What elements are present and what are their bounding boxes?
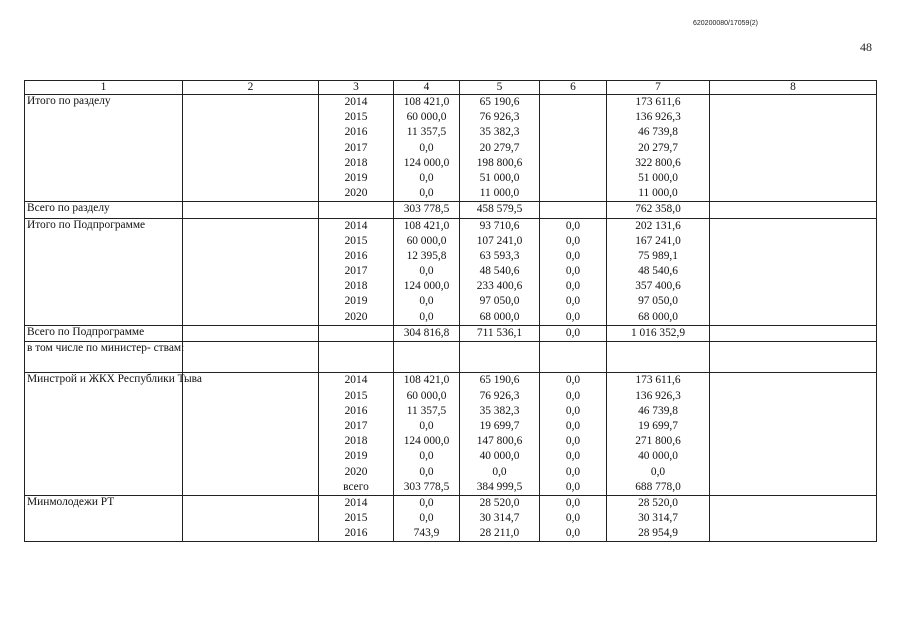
- value-line: 2019: [344, 171, 368, 184]
- value-line: 0,0: [565, 295, 581, 308]
- value-line: [396, 357, 457, 372]
- value-line: 0,0: [565, 450, 581, 463]
- value-line: 11 000,0: [638, 187, 678, 200]
- value-line: 0,0: [565, 389, 581, 402]
- column-2-cell: [183, 495, 319, 542]
- section-label: Итого по разделу: [25, 95, 183, 202]
- col7-cell: [607, 325, 710, 341]
- value-line: 198 800,6: [476, 156, 523, 169]
- value-line: 51 000,0: [479, 171, 520, 184]
- value-line: [542, 95, 604, 110]
- value-line: 11 357,5: [406, 404, 447, 417]
- column-2-cell: [183, 325, 319, 341]
- value-line: 322 800,6: [635, 156, 681, 169]
- col5-cell: [460, 325, 540, 341]
- value-line: 136 926,3: [635, 111, 681, 124]
- col7-cell: [607, 495, 710, 542]
- value-line: 60 000,0: [406, 111, 447, 124]
- value-line: 0,0: [419, 141, 434, 154]
- value-line: 108 421,0: [403, 219, 450, 232]
- value-line: 97 050,0: [638, 295, 678, 308]
- value-line: 0,0: [419, 295, 434, 308]
- value-line: 108 421,0: [403, 374, 450, 387]
- value-line: 30 314,7: [638, 512, 678, 525]
- value-line: 711 536,1: [476, 326, 523, 339]
- value-line: [542, 125, 604, 140]
- value-line: [462, 357, 537, 372]
- year-cell: [319, 218, 394, 325]
- value-line: 0,0: [565, 496, 581, 509]
- value-line: 2019: [344, 450, 368, 463]
- column-2-cell: [183, 342, 319, 373]
- value-line: 0,0: [419, 310, 434, 323]
- section-row: [25, 202, 877, 218]
- value-line: 762 358,0: [635, 203, 681, 216]
- value-line: 0,0: [565, 265, 581, 278]
- value-line: 2015: [344, 234, 368, 247]
- value-line: 384 999,5: [476, 480, 523, 493]
- value-line: 2018: [344, 280, 368, 293]
- column-8-cell: [710, 325, 877, 341]
- value-line: 0,0: [565, 435, 581, 448]
- section-row: [25, 95, 877, 202]
- col7-cell: [607, 218, 710, 325]
- col4-cell: [394, 342, 460, 373]
- value-line: 0,0: [565, 249, 581, 262]
- value-line: 743,9: [413, 527, 440, 540]
- value-line: 40 000,0: [479, 450, 520, 463]
- value-line: 65 190,6: [479, 96, 520, 108]
- budget-table: [24, 80, 877, 542]
- value-line: 97 050,0: [479, 295, 520, 308]
- value-line: 20 279,7: [638, 141, 678, 154]
- col4-cell: [394, 495, 460, 542]
- value-line: 0,0: [565, 310, 581, 323]
- value-line: 0,0: [565, 480, 581, 493]
- value-line: 40 000,0: [638, 450, 678, 463]
- value-line: 65 190,6: [479, 374, 520, 387]
- section-row: [25, 342, 877, 373]
- value-line: 124 000,0: [403, 435, 450, 448]
- value-line: 0,0: [419, 419, 434, 432]
- value-line: 2014: [344, 374, 368, 387]
- value-line: 0,0: [565, 326, 581, 339]
- value-line: 2016: [344, 527, 368, 540]
- col7-cell: [607, 202, 710, 218]
- value-line: 202 131,6: [635, 219, 681, 232]
- value-line: 0,0: [419, 187, 434, 200]
- value-line: 136 926,3: [635, 389, 681, 402]
- value-line: 2019: [344, 295, 368, 308]
- value-line: 0,0: [565, 234, 581, 247]
- value-line: [321, 326, 391, 341]
- value-line: 48 540,6: [638, 265, 678, 278]
- column-8-cell: [710, 495, 877, 542]
- column-header-1: 1: [25, 81, 183, 95]
- section-row: [25, 325, 877, 341]
- value-line: 2017: [344, 419, 368, 432]
- section-row: [25, 373, 877, 496]
- col5-cell: [460, 202, 540, 218]
- year-cell: [319, 373, 394, 496]
- column-2-cell: [183, 202, 319, 218]
- section-row: [25, 495, 877, 542]
- value-line: 0,0: [565, 374, 581, 387]
- value-line: 11 357,5: [406, 126, 447, 139]
- value-line: 107 241,0: [476, 234, 523, 247]
- value-line: 173 611,6: [635, 96, 681, 108]
- value-line: 303 778,5: [403, 480, 450, 493]
- column-8-cell: [710, 342, 877, 373]
- col6-cell: [540, 373, 607, 496]
- value-line: 30 314,7: [479, 512, 520, 525]
- value-line: 60 000,0: [406, 234, 447, 247]
- value-line: [462, 342, 537, 357]
- value-line: 0,0: [565, 219, 581, 232]
- column-8-cell: [710, 95, 877, 202]
- value-line: 2018: [344, 435, 368, 448]
- value-line: 19 699,7: [638, 419, 678, 432]
- col4-cell: [394, 218, 460, 325]
- value-line: 76 926,3: [479, 111, 520, 124]
- value-line: 2020: [344, 465, 368, 478]
- value-line: [542, 342, 604, 357]
- value-line: 0,0: [565, 404, 581, 417]
- value-line: [609, 357, 707, 372]
- value-line: 0,0: [419, 265, 434, 278]
- value-line: 0,0: [492, 465, 507, 478]
- value-line: [542, 171, 604, 186]
- value-line: 0,0: [419, 450, 434, 463]
- value-line: 2017: [344, 265, 368, 278]
- document-code: 620200080/17059(2): [693, 20, 759, 27]
- col4-cell: [394, 325, 460, 341]
- value-line: 2014: [344, 496, 368, 509]
- col6-cell: [540, 202, 607, 218]
- value-line: 0,0: [565, 465, 581, 478]
- page-number: 48: [860, 40, 872, 54]
- value-line: 2014: [344, 219, 368, 232]
- col6-cell: [540, 95, 607, 202]
- value-line: 0,0: [650, 465, 666, 478]
- column-header-2: 2: [183, 81, 319, 95]
- value-line: [609, 342, 707, 357]
- column-8-cell: [710, 218, 877, 325]
- value-line: 147 800,6: [476, 435, 523, 448]
- value-line: 35 382,3: [479, 404, 520, 417]
- value-line: 458 579,5: [476, 203, 523, 216]
- value-line: [542, 357, 604, 372]
- column-8-cell: [710, 373, 877, 496]
- value-line: 688 778,0: [635, 480, 681, 493]
- col5-cell: [460, 342, 540, 373]
- year-cell: [319, 95, 394, 202]
- value-line: 76 926,3: [479, 389, 520, 402]
- value-line: 2020: [344, 187, 368, 200]
- section-label: Всего по Подпрограмме: [25, 325, 183, 341]
- section-label: Всего по разделу: [25, 202, 183, 218]
- column-header-4: 4: [394, 81, 460, 95]
- section-label: Минмолодежи РТ: [25, 495, 183, 542]
- col7-cell: [607, 342, 710, 373]
- value-line: 167 241,0: [635, 234, 681, 247]
- value-line: 2016: [344, 404, 368, 417]
- value-line: 46 739,8: [638, 404, 678, 417]
- value-line: [396, 342, 457, 357]
- value-line: 108 421,0: [403, 96, 450, 108]
- col6-cell: [540, 495, 607, 542]
- col5-cell: [460, 373, 540, 496]
- value-line: 2017: [344, 141, 368, 154]
- value-line: 2015: [344, 111, 368, 124]
- col6-cell: [540, 218, 607, 325]
- value-line: 28 211,0: [479, 527, 520, 540]
- col5-cell: [460, 495, 540, 542]
- year-cell: [319, 202, 394, 218]
- value-line: 303 778,5: [403, 203, 450, 216]
- value-line: 0,0: [419, 171, 434, 184]
- value-line: 19 699,7: [479, 419, 520, 432]
- column-2-cell: [183, 95, 319, 202]
- value-line: 63 593,3: [479, 249, 520, 262]
- value-line: 60 000,0: [406, 389, 447, 402]
- value-line: 28 954,9: [638, 527, 678, 540]
- column-2-cell: [183, 373, 319, 496]
- section-label: Итого по Подпрограмме: [25, 218, 183, 325]
- col4-cell: [394, 202, 460, 218]
- value-line: 0,0: [419, 465, 434, 478]
- value-line: [542, 141, 604, 156]
- year-cell: [319, 342, 394, 373]
- value-line: 51 000,0: [638, 171, 678, 184]
- value-line: 271 800,6: [635, 435, 681, 448]
- value-line: 1 016 352,9: [630, 326, 686, 339]
- value-line: 48 540,6: [479, 265, 520, 278]
- col7-cell: [607, 373, 710, 496]
- value-line: [321, 202, 391, 217]
- value-line: 0,0: [419, 512, 434, 525]
- section-row: [25, 218, 877, 325]
- value-line: 35 382,3: [479, 126, 520, 139]
- col4-cell: [394, 95, 460, 202]
- column-header-6: 6: [540, 81, 607, 95]
- value-line: 68 000,0: [638, 310, 678, 323]
- value-line: 233 400,6: [476, 280, 523, 293]
- value-line: 2016: [344, 126, 368, 139]
- value-line: 2020: [344, 310, 368, 323]
- column-header-8: 8: [710, 81, 877, 95]
- col4-cell: [394, 373, 460, 496]
- value-line: 93 710,6: [479, 219, 520, 232]
- value-line: всего: [343, 480, 369, 493]
- value-line: [321, 342, 391, 357]
- col5-cell: [460, 95, 540, 202]
- value-line: 2016: [344, 249, 368, 262]
- column-header-5: 5: [460, 81, 540, 95]
- column-header-3: 3: [319, 81, 394, 95]
- col6-cell: [540, 325, 607, 341]
- value-line: [321, 357, 391, 372]
- value-line: [542, 202, 604, 217]
- col6-cell: [540, 342, 607, 373]
- value-line: [542, 186, 604, 201]
- header-row: [25, 81, 877, 95]
- value-line: [542, 156, 604, 171]
- value-line: 0,0: [565, 512, 581, 525]
- col5-cell: [460, 218, 540, 325]
- column-header-7: 7: [607, 81, 710, 95]
- year-cell: [319, 495, 394, 542]
- value-line: 0,0: [419, 496, 434, 509]
- section-label: Минстрой и ЖКХ Республики Тыва: [25, 373, 183, 496]
- value-line: 2014: [344, 96, 368, 108]
- column-2-cell: [183, 218, 319, 325]
- value-line: 2018: [344, 156, 368, 169]
- value-line: 0,0: [565, 280, 581, 293]
- column-8-cell: [710, 202, 877, 218]
- value-line: 304 816,8: [403, 326, 450, 339]
- value-line: 75 989,1: [638, 249, 678, 262]
- year-cell: [319, 325, 394, 341]
- value-line: 0,0: [565, 527, 581, 540]
- value-line: 68 000,0: [479, 310, 520, 323]
- value-line: 28 520,0: [479, 496, 520, 509]
- value-line: 173 611,6: [635, 374, 681, 387]
- value-line: 2015: [344, 389, 368, 402]
- value-line: [542, 110, 604, 125]
- col7-cell: [607, 95, 710, 202]
- value-line: 124 000,0: [403, 156, 450, 169]
- value-line: 357 400,6: [635, 280, 681, 293]
- section-label: в том числе по министер- ствам:: [25, 342, 183, 373]
- value-line: 46 739,8: [638, 126, 678, 139]
- value-line: 0,0: [565, 419, 581, 432]
- value-line: 20 279,7: [479, 141, 520, 154]
- value-line: 11 000,0: [479, 187, 520, 200]
- value-line: 28 520,0: [638, 496, 678, 509]
- value-line: 2015: [344, 512, 368, 525]
- value-line: 12 395,8: [406, 249, 447, 262]
- value-line: 124 000,0: [403, 280, 450, 293]
